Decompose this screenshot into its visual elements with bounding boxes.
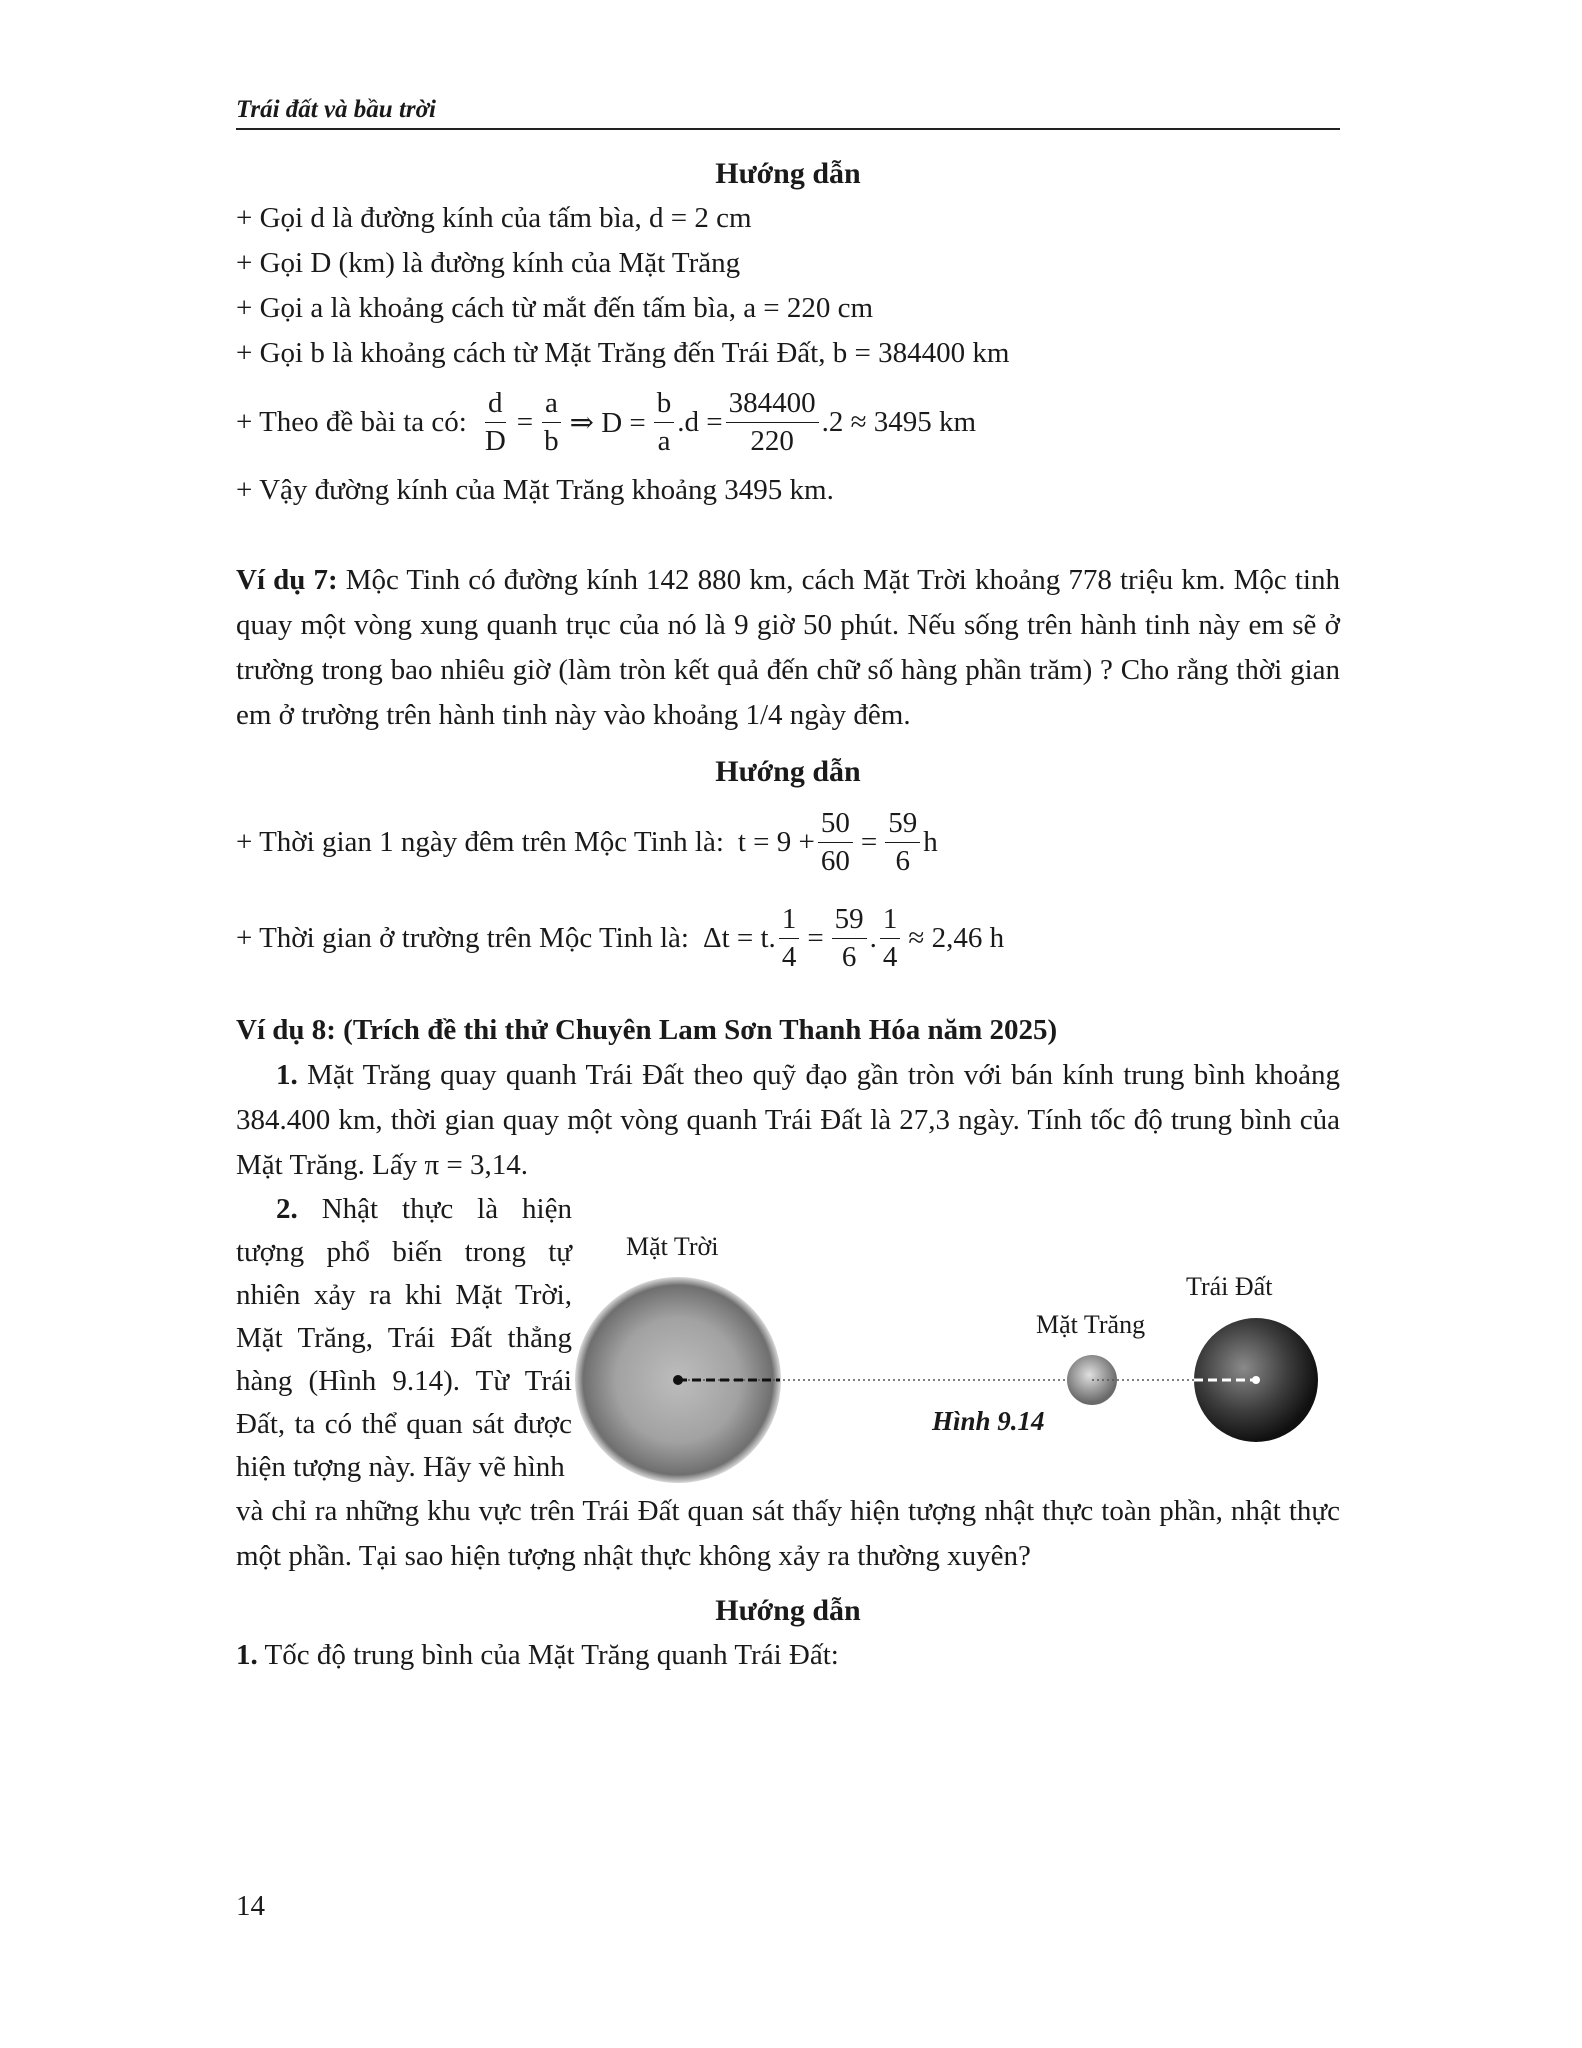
list-item: + Gọi D (km) là đường kính của Mặt Trăng xyxy=(236,247,741,279)
fraction xyxy=(726,385,819,459)
example-8-part-2-continued: và chỉ ra những khu vực trên Trái Đất quan sát thấy hiện tượng nhật thực toàn phần, nhật thực một phần. Tại sao hiện tượng nhật thực không xảy ra thường xuyên? xyxy=(236,1495,1340,1572)
numerator: b xyxy=(654,385,675,422)
conclusion-line: + Vậy đường kính của Mặt Trăng khoảng 3495 km. xyxy=(236,474,834,506)
example-label: Ví dụ 7: xyxy=(236,564,338,596)
numerator: a xyxy=(542,385,561,422)
operator: = xyxy=(860,825,878,858)
formula-diameter xyxy=(236,376,1340,468)
figure-caption: Hình 9.14 xyxy=(932,1406,1045,1436)
formula-result: .2 ≈ 3495 km xyxy=(821,405,977,438)
page-number: 14 xyxy=(236,1890,265,1922)
example-8-part-2-wrap xyxy=(236,1188,1340,1489)
sun-label: Mặt Trời xyxy=(626,1232,719,1261)
formula-result: ≈ 2,46 h xyxy=(908,921,1005,954)
denominator: 4 xyxy=(781,940,797,973)
section-heading: Hướng dẫn xyxy=(715,157,861,190)
denominator: 4 xyxy=(882,940,898,973)
part-number: 1. xyxy=(236,1639,258,1671)
numerator: 1 xyxy=(880,901,901,938)
example-7 xyxy=(236,558,1340,738)
fraction xyxy=(880,901,901,975)
denominator: 220 xyxy=(750,424,794,457)
solution-item-1 xyxy=(236,1633,1340,1678)
example-8-label: Ví dụ 8: (Trích đề thi thử Chuyên Lam Sơn Thanh Hóa năm 2025) xyxy=(236,1014,1058,1046)
list-item: + Gọi d là đường kính của tấm bìa, d = 2 cm xyxy=(236,202,752,234)
numerator: 50 xyxy=(818,805,853,842)
fraction xyxy=(482,385,509,459)
operator: = xyxy=(807,921,824,954)
fraction xyxy=(654,385,675,459)
page-content xyxy=(236,152,1340,1678)
numerator: 384400 xyxy=(726,385,819,422)
list-item: + Gọi a là khoảng cách từ mắt đến tấm bìa, a = 220 cm xyxy=(236,292,874,324)
part-text: Nhật thực là hiện tượng phổ biến trong tự nhiên xảy ra khi Mặt Trời, Mặt Trăng, Trái Đất thẳng hàng (Hình 9.14). Từ Trái Đất, ta có thể quan sát được hiện tượng này. Hãy vẽ hình xyxy=(236,1193,572,1483)
earth-center-dot xyxy=(1252,1376,1260,1384)
numerator: 1 xyxy=(779,901,800,938)
fraction xyxy=(779,901,800,975)
operator: ⇒ D = xyxy=(569,406,646,439)
section-heading: Hướng dẫn xyxy=(715,1594,861,1627)
denominator: 6 xyxy=(895,844,911,877)
part-text: Tốc độ trung bình của Mặt Trăng quanh Trái Đất: xyxy=(264,1639,839,1671)
sun-center-dot xyxy=(673,1375,683,1385)
example-8-part-1 xyxy=(236,1053,1340,1188)
formula-prefix: + Thời gian ở trường trên Mộc Tinh là: xyxy=(236,921,689,954)
denominator: 60 xyxy=(820,844,850,877)
running-header: Trái đất và bầu trời xyxy=(236,96,1340,130)
denominator: b xyxy=(544,424,559,457)
list-item: + Gọi b là khoảng cách từ Mặt Trăng đến Trái Đất, b = 384400 km xyxy=(236,337,1010,369)
fraction xyxy=(818,805,853,879)
earth-label: Trái Đất xyxy=(1186,1272,1273,1301)
figure-9-14 xyxy=(572,1188,1340,1488)
operator: .d = xyxy=(677,405,723,438)
formula-day-length xyxy=(236,794,1340,890)
formula-lhs: t = 9 + xyxy=(737,825,815,858)
moon-label: Mặt Trăng xyxy=(1036,1310,1146,1339)
numerator: 59 xyxy=(832,901,867,938)
denominator: a xyxy=(657,424,671,457)
fraction xyxy=(885,805,920,879)
numerator: d xyxy=(485,385,506,422)
part-text: Mặt Trăng quay quanh Trái Đất theo quỹ đạo gần tròn với bán kính trung bình khoảng 384.400 km, thời gian quay một vòng quanh Trái Đất là 27,3 ngày. Tính tốc độ trung bình của Mặt Trăng. Lấy π = 3,14. xyxy=(236,1059,1341,1181)
formula-lhs: Δt = t. xyxy=(702,921,776,954)
operator: = xyxy=(516,405,534,438)
fraction xyxy=(541,385,562,459)
operator: . xyxy=(869,921,877,954)
numerator: 59 xyxy=(885,805,920,842)
section-heading: Hướng dẫn xyxy=(715,755,861,788)
formula-school-time xyxy=(236,890,1340,986)
part-number: 2. xyxy=(276,1193,298,1225)
example-text: Mộc Tinh có đường kính 142 880 km, cách Mặt Trời khoảng 778 triệu km. Mộc tinh quay một vòng xung quanh trục của nó là 9 giờ 50 phút. Nếu sống trên hành tinh này em sẽ ở trường trong bao nhiêu giờ (làm tròn kết quả đến chữ số hàng phần trăm) ? Cho rằng thời gian em ở trường trên hành tinh này vào khoảng 1/4 ngày đêm. xyxy=(236,564,1340,731)
denominator: D xyxy=(484,424,506,457)
fraction xyxy=(832,901,867,975)
unit: h xyxy=(923,825,938,858)
formula-prefix: + Theo đề bài ta có: xyxy=(236,405,467,438)
formula-prefix: + Thời gian 1 ngày đêm trên Mộc Tinh là: xyxy=(236,825,724,858)
example-8-part-2 xyxy=(236,1188,572,1489)
denominator: 6 xyxy=(841,940,857,973)
part-number: 1. xyxy=(276,1059,298,1091)
